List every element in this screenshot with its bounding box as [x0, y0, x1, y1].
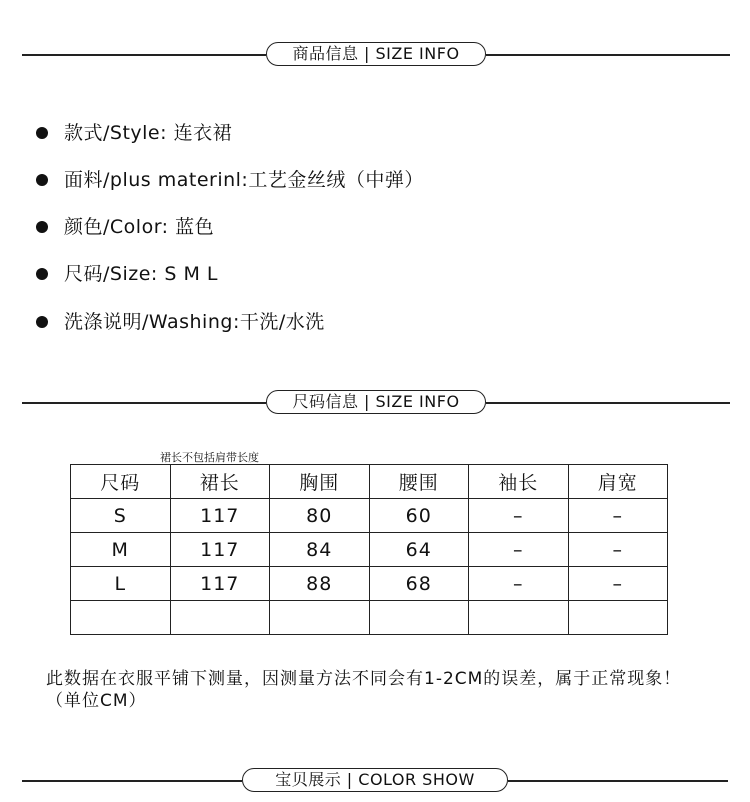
table-row — [71, 499, 668, 533]
detail-washing — [36, 307, 676, 337]
bullet-icon — [36, 127, 48, 139]
table-cell: – — [568, 499, 668, 533]
measurement-footnote: 此数据在衣服平铺下测量，因测量方法不同会有1-2CM的误差，属于正常现象！（单位CM） — [46, 669, 682, 711]
table-cell — [369, 601, 469, 635]
table-cell: – — [469, 533, 569, 567]
table-header-cell: 袖长 — [469, 465, 569, 499]
detail-text: 洗涤说明/Washing:干洗/水洗 — [64, 311, 325, 333]
table-cell: L — [71, 567, 171, 601]
section-header-product-info — [0, 40, 750, 70]
section-title-size-info: 尺码信息 | SIZE INFO — [266, 390, 486, 414]
detail-style — [36, 118, 676, 148]
detail-size — [36, 259, 676, 289]
divider-left — [22, 402, 266, 404]
table-cell — [270, 601, 370, 635]
table-header-row — [71, 465, 668, 499]
section-title-product-info: 商品信息 | SIZE INFO — [266, 42, 486, 66]
table-cell: S — [71, 499, 171, 533]
bullet-icon — [36, 316, 48, 328]
section-title-color-show: 宝贝展示 | COLOR SHOW — [242, 768, 508, 792]
divider-right — [486, 402, 730, 404]
divider-right — [486, 54, 730, 56]
detail-fabric — [36, 165, 676, 195]
table-cell: 80 — [270, 499, 370, 533]
table-header-cell: 胸围 — [270, 465, 370, 499]
divider-left — [22, 780, 242, 782]
table-header-cell: 腰围 — [369, 465, 469, 499]
size-table — [70, 464, 668, 635]
table-row — [71, 567, 668, 601]
table-header-cell: 肩宽 — [568, 465, 668, 499]
table-cell: 117 — [170, 499, 270, 533]
section-header-size-info — [0, 388, 750, 418]
table-cell: 84 — [270, 533, 370, 567]
divider-left — [22, 54, 266, 56]
table-cell: 117 — [170, 533, 270, 567]
table-cell: 60 — [369, 499, 469, 533]
table-cell: – — [568, 533, 668, 567]
size-table-note: 裙长不包括肩带长度 — [160, 451, 259, 464]
table-cell: 117 — [170, 567, 270, 601]
table-cell: – — [469, 567, 569, 601]
table-cell: M — [71, 533, 171, 567]
table-cell — [71, 601, 171, 635]
detail-color — [36, 212, 676, 242]
table-header-cell: 尺码 — [71, 465, 171, 499]
table-row — [71, 533, 668, 567]
table-cell: 68 — [369, 567, 469, 601]
table-cell — [568, 601, 668, 635]
table-cell: 88 — [270, 567, 370, 601]
section-header-color-show — [0, 766, 750, 796]
detail-text: 颜色/Color: 蓝色 — [64, 216, 215, 238]
table-header-cell: 裙长 — [170, 465, 270, 499]
table-cell: – — [568, 567, 668, 601]
detail-text: 尺码/Size: S M L — [64, 263, 218, 285]
table-row — [71, 601, 668, 635]
detail-text: 款式/Style: 连衣裙 — [64, 122, 233, 144]
bullet-icon — [36, 268, 48, 280]
divider-right — [508, 780, 728, 782]
bullet-icon — [36, 221, 48, 233]
table-cell — [170, 601, 270, 635]
table-cell: – — [469, 499, 569, 533]
table-cell — [469, 601, 569, 635]
table-cell: 64 — [369, 533, 469, 567]
bullet-icon — [36, 174, 48, 186]
detail-text: 面料/plus materinl:工艺金丝绒（中弹） — [64, 169, 424, 191]
